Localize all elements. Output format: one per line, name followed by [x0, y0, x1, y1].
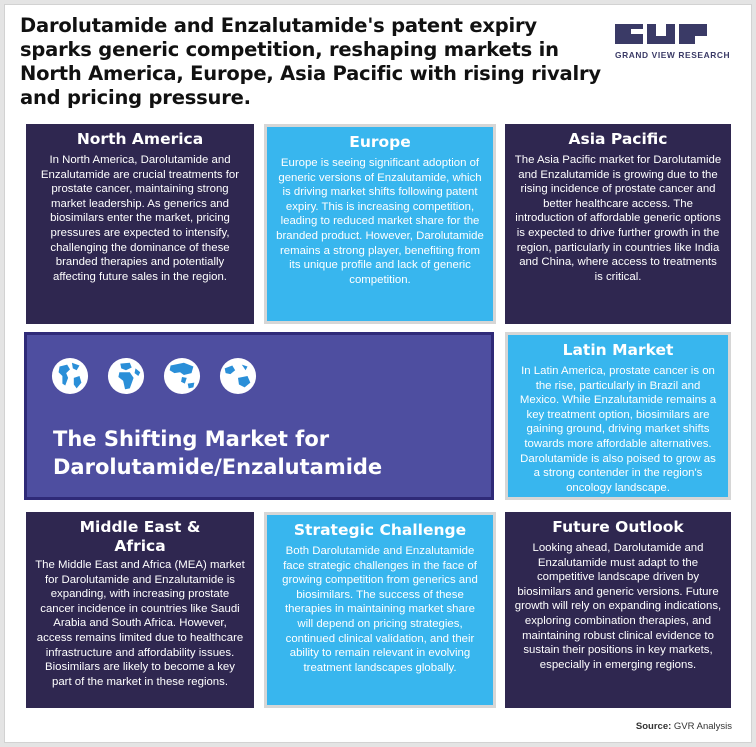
page-title: Darolutamide and Enzalutamide's patent expiry sparks generic competition, reshaping markets in North America, Europe, Asia Pacific with rising rivalry and pricing pressure. [20, 14, 601, 109]
europe-title: Europe [349, 133, 411, 151]
middle-east-africa-text: The Middle East and Africa (MEA) market for Darolutamide and Enzalutamide is expanding, with increasing prostate cancer incidence in countries like Saudi Arabia and South Africa. However, access remains limited due to healthcare infrastructure and affordability issues. Biosimilars are likely to become a key part of the market in these regions. [35, 559, 245, 688]
hero-banner [24, 332, 494, 500]
hero-title-line-2: Darolutamide/Enzalutamide [53, 455, 383, 479]
latin-market-box [505, 332, 731, 500]
logo-mark-g [615, 24, 643, 44]
north-america-box [26, 124, 254, 324]
europe-text: Europe is seeing significant adoption of generic versions of Enzalutamide, which is driving market shifts following patent expiry. This is increasing competition, leading to reduced market share for the branded product. However, Darolutamide remains a strong player, benefiting from its unique profile and lack of generic competition. [276, 157, 484, 286]
strategic-challenge-text: Both Darolutamide and Enzalutamide face strategic challenges in the face of growing competition from generics and biosimilars. The success of these therapies in maintaining market share will depend on pricing strategies, continued clinical validation, and their ability to remain relevant in evolving treatment landscapes globally. [282, 545, 478, 674]
asia-pacific-title: Asia Pacific [568, 130, 668, 148]
logo-mark-v [647, 24, 675, 44]
north-america-title: North America [76, 130, 204, 148]
globe-oceania-icon [219, 357, 257, 395]
logo [615, 24, 737, 64]
future-outlook-box [505, 512, 731, 708]
globe-europe-africa-icon [107, 357, 145, 395]
strategic-challenge-box [264, 512, 496, 708]
logo-text: GRAND VIEW RESEARCH [615, 50, 731, 60]
middle-east-africa-title: Middle East & Africa [79, 518, 201, 555]
middle-east-africa-box [26, 512, 254, 708]
latin-market-text: In Latin America, prostate cancer is on the rise, particularly in Brazil and Mexico. While Enzalutamide remains a key treatment option, biosimilars are gaining ground, driving market shifts towards more affordable alternatives. Darolutamide is also poised to grow as a strong contender in the region's oncology landscape. [519, 365, 717, 494]
globe-americas-icon [51, 357, 89, 395]
source-label: Source: [635, 721, 672, 732]
source-value: GVR Analysis [673, 721, 732, 732]
logo-marks [615, 24, 737, 44]
source-note [636, 721, 732, 732]
asia-pacific-box [505, 124, 731, 324]
hero-title-line-1: The Shifting Market for [53, 427, 330, 451]
hero-title [53, 425, 473, 481]
globe-icons [51, 357, 257, 395]
latin-market-title: Latin Market [562, 341, 674, 359]
strategic-challenge-title: Strategic Challenge [293, 521, 467, 539]
logo-mark-r [679, 24, 707, 44]
north-america-text: In North America, Darolutamide and Enzalutamide are crucial treatments for prostate cancer, maintaining strong market leadership. As generics and biosimilars enter the market, pricing pressures are expected to intensify, challenging the dominance of these branded therapies and potentially affecting future sales in the region. [40, 154, 240, 283]
asia-pacific-text: The Asia Pacific market for Darolutamide and Enzalutamide is growing due to the rising incidence of prostate cancer and better healthcare access. The introduction of affordable generic options is expected to drive further growth in the region, particularly in countries like India and China, where access to treatments is critical. [514, 154, 722, 283]
europe-box [264, 124, 496, 324]
globe-asia-icon [163, 357, 201, 395]
future-outlook-title: Future Outlook [552, 518, 684, 536]
future-outlook-text: Looking ahead, Darolutamide and Enzalutamide must adapt to the competitive landscape driven by biosimilars and generic versions. Future growth will rely on expanding indications, exploring combination therapies, and maintaining robust clinical evidence to sustain their positions in key markets, especially in emerging regions. [514, 542, 722, 671]
